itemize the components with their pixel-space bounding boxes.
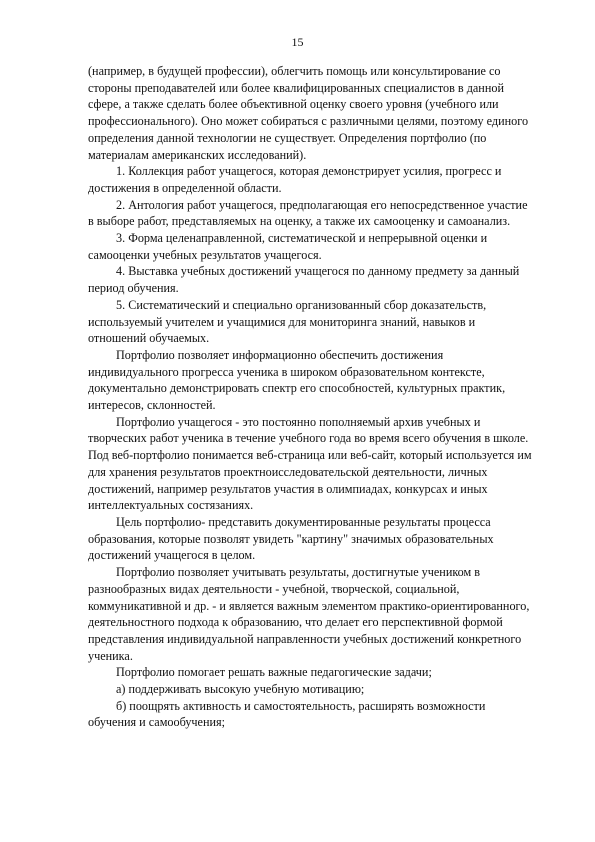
list-item-definition-5: 5. Систематический и специально организованный сбор доказательств, используемый учителем и учащимися для мониторинга знаний, навыков и отношений обучаемых. <box>88 297 487 346</box>
paragraph-tasks-intro: Портфолио помогает решать важные педагогические задачи; <box>116 665 432 680</box>
list-item-definition-2: 2. Антология работ учащегося, предполагающая его непосредственное участие в выборе работ, представляемых на оценку, а также их самооценку и самоанализ. <box>88 197 528 229</box>
list-item-task-a: а) поддерживать высокую учебную мотивацию; <box>116 682 365 697</box>
paragraph-portfolio-archive: Портфолио учащегося - это постоянно пополняемый архив учебных и творческих работ ученика в течение учебного года во время всего обучения в школе. Под веб-портфолио понимается веб-страница или веб-сайт, который используется им для хранения результатов проектноисследовательской деятельности, личных достижений, например результатов участия в олимпиадах, конкурсах и иных интеллектуальных состязаниях. <box>88 414 532 513</box>
paragraph-portfolio-goal: Цель портфолио- представить документированные результаты процесса образования, которые позволят увидеть "картину" значимых образовательных достижений учащегося в целом. <box>88 514 494 563</box>
paragraph-portfolio-purpose: Портфолио позволяет информационно обеспечить достижения индивидуального прогресса ученика в широком образовательном контексте, документально демонстрировать спектр его способностей, культурных практик, интересов, склонностей. <box>88 347 506 413</box>
page-number: 15 <box>291 35 304 49</box>
list-item-definition-1: 1. Коллекция работ учащегося, которая демонстрирует усилия, прогресс и достижения в определенной области. <box>88 164 502 195</box>
list-item-definition-3: 3. Форма целенаправленной, систематической и непрерывной оценки и самооценки учебных результатов учащегося. <box>88 231 488 262</box>
paragraph-intro: (например, в будущей профессии), облегчить помощь или консультирование со стороны преподавателей или более квалифицированных специалистов в данной сфере, а также сделать более объективной оценку своего уровня (учебного или профессионального). Оно может собираться с различными целями, поэтому единого определения данной технологии не существует. Определения портфолио (по материалам американских исследований). <box>88 64 529 162</box>
list-item-task-b: б) поощрять активность и самостоятельность, расширять возможности обучения и самообучения; <box>88 698 486 730</box>
document-body <box>88 63 536 731</box>
list-item-definition-4: 4. Выставка учебных достижений учащегося по данному предмету за данный период обучения. <box>88 264 520 296</box>
paragraph-portfolio-results: Портфолио позволяет учитывать результаты, достигнутые учеником в разнообразных видах деятельности - учебной, творческой, социальной, коммуникативной и др. - и является важным элементом практико-ориентированного, деятельностного подхода к образованию, что делает его перспективной формой представления индивидуальной направленности учебных достижений конкретного ученика. <box>88 565 530 663</box>
